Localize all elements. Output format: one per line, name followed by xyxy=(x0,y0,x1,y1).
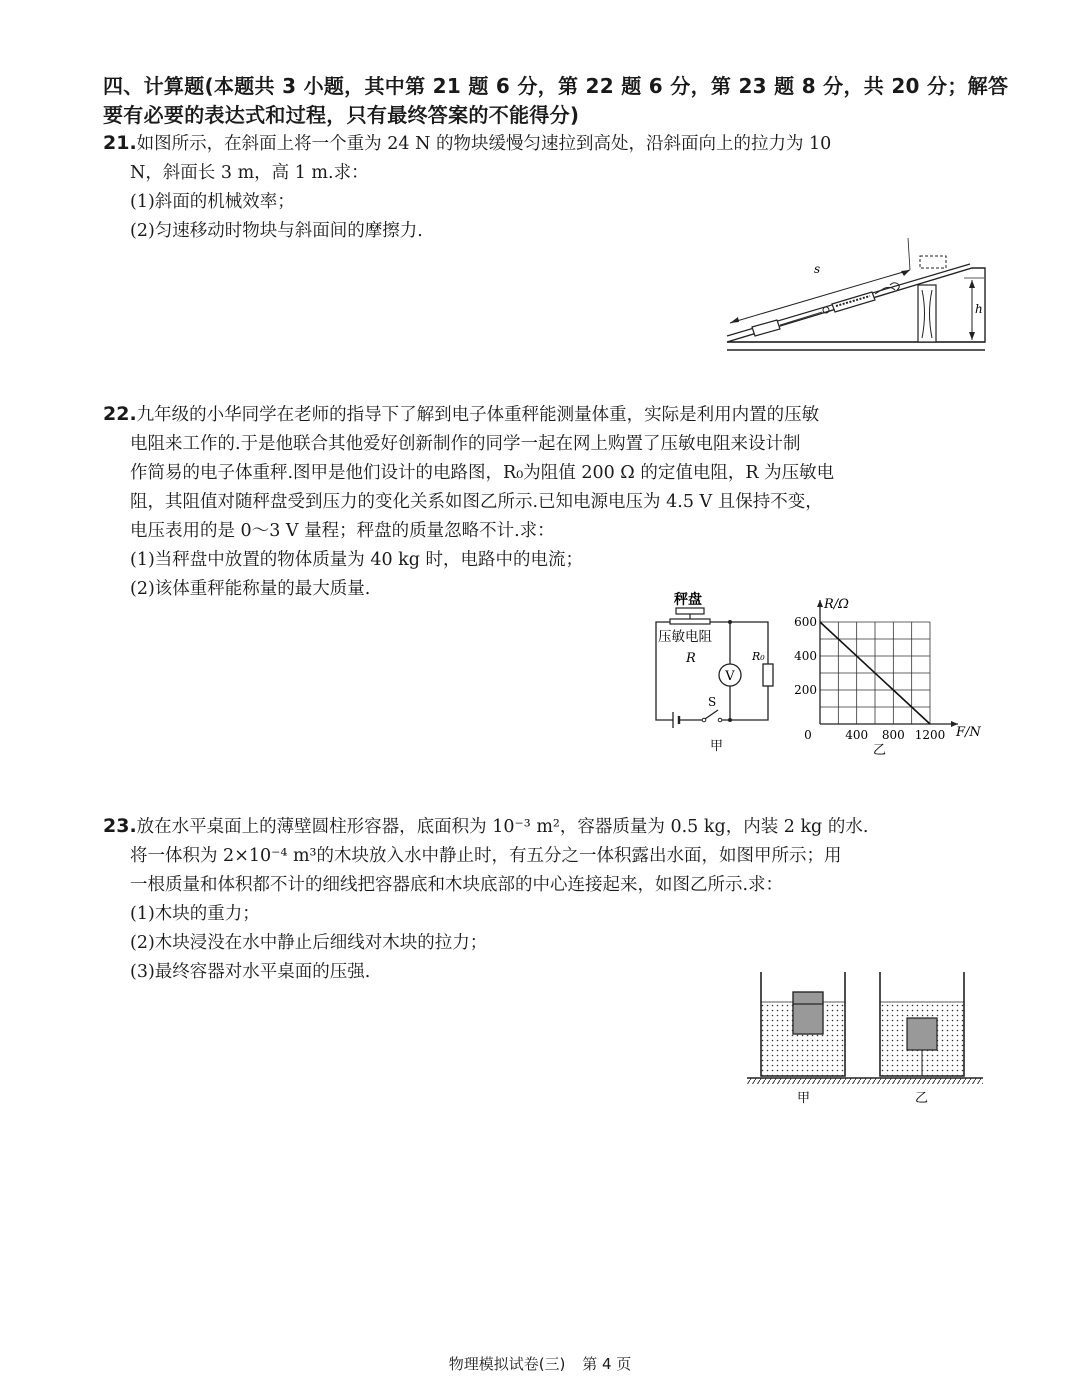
question-text: 一根质量和体积都不计的细线把容器底和木块底部的中心连接起来，如图乙所示.求： xyxy=(130,875,784,895)
question-text: 阻，其阻值对随秤盘受到压力的变化关系如图乙所示.已知电源电压为 4.5 V 且保持不变， xyxy=(130,492,823,512)
question-number: 22. xyxy=(103,403,137,425)
question-text: N，斜面长 3 m，高 1 m.求： xyxy=(130,163,369,183)
question-22 xyxy=(103,400,988,604)
x-tick-label: 1200 xyxy=(914,728,946,742)
wood-block-b xyxy=(907,1018,937,1050)
page-number: 第 4 页 xyxy=(582,1355,632,1373)
question-text: 将一体积为 2×10⁻⁴ m³的木块放入水中静止时，有五分之一体积露出水面，如图甲所示；用 xyxy=(130,846,842,866)
sub-question: (1)当秤盘中放置的物体质量为 40 kg 时，电路中的电流； xyxy=(130,550,584,570)
incline-height-label: h xyxy=(975,302,983,316)
sensor-symbol: R xyxy=(686,651,696,666)
sensor-label: 压敏电阻 xyxy=(658,629,712,645)
question-text: 电压表用的是 0～3 V 量程；秤盘的质量忽略不计.求： xyxy=(130,521,555,541)
exam-title: 物理模拟试卷(三) xyxy=(448,1355,566,1373)
containers-figure xyxy=(745,968,985,1108)
container-a xyxy=(761,972,845,1076)
question-text: 放在水平桌面上的薄壁圆柱形容器，底面积为 10⁻³ m²，容器质量为 0.5 kg，内装 2 kg 的水. xyxy=(136,817,869,837)
pan-label: 秤盘 xyxy=(674,592,702,608)
question-23 xyxy=(103,812,988,987)
incline-length-label: s xyxy=(814,262,821,276)
section-title-line-2: 要有必要的表达式和过程，只有最终答案的不能得分) xyxy=(103,103,580,127)
chart-y-label: R/Ω xyxy=(824,597,849,612)
y-axis-arrow xyxy=(817,600,823,607)
x-tick-label: 800 xyxy=(881,728,905,742)
fixed-resistor xyxy=(763,664,773,686)
sub-question: (2)该体重秤能称量的最大质量. xyxy=(130,579,371,599)
x-tick-label: 400 xyxy=(845,728,869,742)
resistance-force-chart xyxy=(788,586,988,758)
sub-question: (2)木块浸没在水中静止后细线对木块的拉力； xyxy=(130,933,488,953)
question-text: 如图所示，在斜面上将一个重为 24 N 的物块缓慢匀速拉到高处，沿斜面向上的拉力为 10 xyxy=(136,134,832,154)
circuit-diagram xyxy=(648,586,788,758)
section-title xyxy=(103,72,1009,130)
question-text: 作简易的电子体重秤.图甲是他们设计的电路图，R₀为阻值 200 Ω 的定值电阻，R 为压敏电 xyxy=(130,463,835,483)
scale-pan xyxy=(676,608,704,614)
y-tick-label: 600 xyxy=(794,615,817,629)
pressure-sensor xyxy=(670,619,710,624)
y-tick-label: 200 xyxy=(794,683,817,697)
y-tick-label: 400 xyxy=(794,649,817,663)
sub-question: (1)木块的重力； xyxy=(130,904,260,924)
question-text: 九年级的小华同学在老师的指导下了解到电子体重秤能测量体重，实际是利用内置的压敏 xyxy=(136,405,820,425)
fixed-resistor-label: R₀ xyxy=(752,650,765,663)
incline-figure xyxy=(722,228,990,358)
question-number: 23. xyxy=(103,815,137,837)
question-text: 电阻来工作的.于是他联合其他爱好创新制作的同学一起在网上购置了压敏电阻来设计制 xyxy=(130,434,801,454)
section-title-line-1: 四、计算题(本题共 3 小题，其中第 21 题 6 分，第 22 题 6 分，第 23 题 8 分，共 20 分；解答 xyxy=(103,74,1009,98)
chart-x-label: F/N xyxy=(956,725,981,740)
page-footer xyxy=(0,1353,1080,1374)
circuit-caption: 甲 xyxy=(710,739,724,754)
container-a-caption: 甲 xyxy=(797,1091,811,1106)
sub-question: (1)斜面的机械效率； xyxy=(130,192,295,212)
question-number: 21. xyxy=(103,132,137,154)
sub-question: (2)匀速移动时物块与斜面间的摩擦力. xyxy=(130,221,423,241)
x-tick-label: 0 xyxy=(804,728,812,742)
voltmeter-label: V xyxy=(725,669,735,684)
switch-label: S xyxy=(708,695,717,709)
chart-caption: 乙 xyxy=(873,743,887,758)
sub-question: (3)最终容器对水平桌面的压强. xyxy=(130,962,371,982)
container-b xyxy=(880,972,964,1076)
container-b-caption: 乙 xyxy=(915,1091,929,1106)
